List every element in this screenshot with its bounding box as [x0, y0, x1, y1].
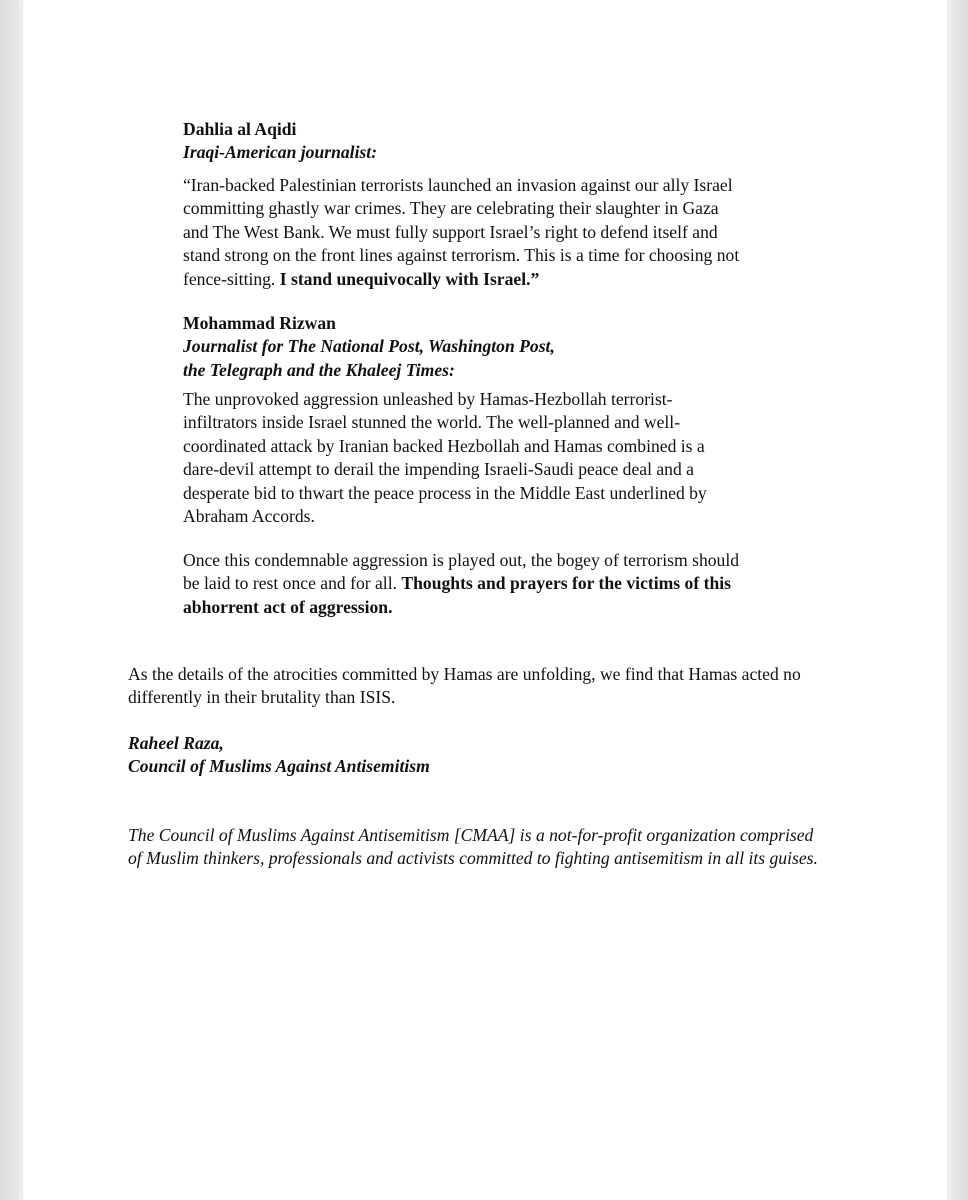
quote-line: stand strong on the front lines against terrorism. This is a time for choosing not [183, 245, 740, 266]
quote-line: “Iran-backed Palestinian terrorists launched an invasion against our ally Israel [183, 175, 733, 195]
signature-name: Raheel Raza, [128, 733, 224, 753]
speaker2-paragraph2 [183, 549, 803, 619]
signature [128, 732, 848, 779]
speaker2-name: Mohammad Rizwan [183, 313, 336, 333]
signature-org: Council of Muslims Against Antisemitism [128, 756, 430, 777]
closing-statement [128, 663, 848, 710]
speaker1-name: Dahlia al Aqidi [183, 119, 297, 139]
speaker1-role: Iraqi-American journalist: [183, 142, 378, 163]
speaker2-paragraph1 [183, 388, 803, 528]
paragraph-line: dare-devil attempt to derail the impending Israeli-Saudi peace deal and a [183, 459, 694, 480]
quote-last-plain: fence-sitting. [183, 268, 280, 289]
paragraph-bold: Thoughts and prayers for the victims of this [401, 573, 731, 594]
paragraph-line: desperate bid to thwart the peace process in the Middle East underlined by [183, 482, 707, 503]
speaker2-role-line1: Journalist for The National Post, Washington Post, [183, 336, 555, 357]
paragraph-line: coordinated attack by Iranian backed Hezbollah and Hamas combined is a [183, 435, 705, 456]
paragraph-plain: be laid to rest once and for all. [183, 573, 402, 594]
paragraph-line: infiltrators inside Israel stunned the world. The well-planned and well- [183, 412, 681, 433]
quote-line: committing ghastly war crimes. They are celebrating their slaughter in Gaza [183, 198, 719, 219]
paragraph-line: Abraham Accords. [183, 506, 315, 527]
quote-line: and The West Bank. We must fully support Israel’s right to defend itself and [183, 221, 718, 242]
paragraph-line: The unprovoked aggression unleashed by Hamas-Hezbollah terrorist- [183, 389, 673, 409]
description-line2: of Muslim thinkers, professionals and activists committed to fighting antisemitism in all its guises. [128, 848, 818, 869]
speaker1-quote [183, 174, 803, 291]
paragraph-line: Once this condemnable aggression is played out, the bogey of terrorism should [183, 550, 740, 570]
speaker-name-rizwan [183, 312, 803, 382]
document-page [23, 0, 947, 1200]
paragraph-line [183, 572, 803, 595]
organization-description [128, 824, 848, 871]
description-line1: The Council of Muslims Against Antisemitism [CMAA] is a not-for-profit organization comprised [128, 825, 814, 845]
paragraph-bold-line: abhorrent act of aggression. [183, 596, 393, 617]
speaker2-role-line2: the Telegraph and the Khaleej Times: [183, 359, 455, 380]
quote-last-bold: I stand unequivocally with Israel.” [279, 268, 540, 289]
quote-line-last [183, 268, 803, 291]
closing-line1: As the details of the atrocities committed by Hamas are unfolding, we find that Hamas acted no [128, 664, 801, 684]
closing-line2: differently in their brutality than ISIS. [128, 687, 396, 708]
speaker-name-dahlia [183, 118, 803, 165]
